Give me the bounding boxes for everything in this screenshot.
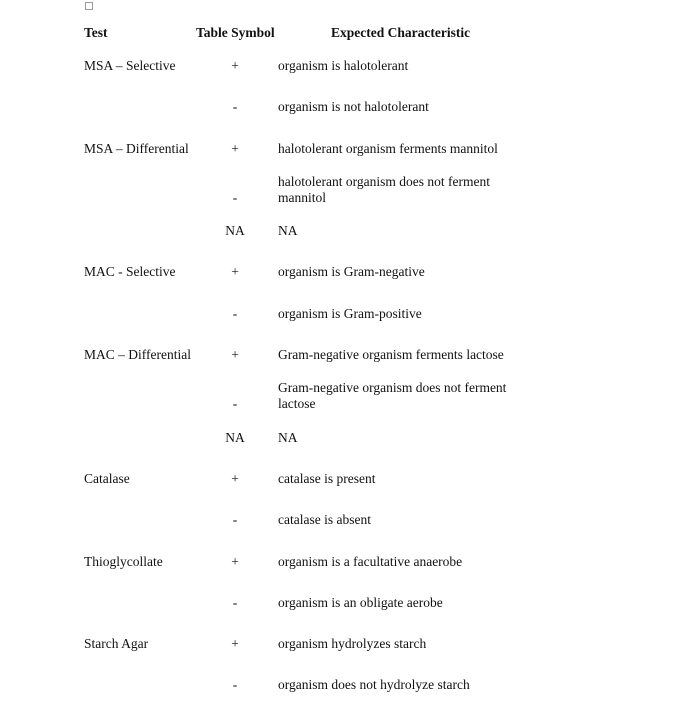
table-row xyxy=(0,471,690,512)
test-cell: Catalase xyxy=(84,470,130,486)
expected-cell: organism is Gram-positive xyxy=(278,305,422,321)
symbol-cell: + xyxy=(231,58,239,73)
symbol-cell: - xyxy=(232,99,238,115)
symbol-cell: - xyxy=(232,677,238,693)
table-row xyxy=(0,512,690,553)
symbol-cell: + xyxy=(231,140,239,156)
symbol-cell: - xyxy=(232,189,238,205)
symbol-cell: + xyxy=(231,264,239,280)
header-test: Test xyxy=(84,25,108,40)
expected-cell: organism is halotolerant xyxy=(278,58,409,73)
expected-cell: organism is a facultative anaerobe xyxy=(278,553,463,569)
table-row xyxy=(0,430,690,471)
header-expected-characteristic: Expected Characteristic xyxy=(331,25,471,40)
table-row xyxy=(0,380,690,429)
expected-cell: organism hydrolyzes starch xyxy=(278,636,427,652)
expected-cell: halotolerant organism does not ferment mannitol xyxy=(278,173,490,205)
test-cell: MAC - Selective xyxy=(84,264,176,280)
expected-cell: catalase is absent xyxy=(278,512,371,528)
expected-cell: catalase is present xyxy=(278,470,376,486)
expected-cell: organism is an obligate aerobe xyxy=(278,594,443,610)
table-row xyxy=(0,99,690,140)
symbol-cell: + xyxy=(231,636,239,652)
table-row xyxy=(0,636,690,677)
test-cell: MSA – Differential xyxy=(84,140,189,156)
table-row xyxy=(0,173,690,223)
symbol-cell: NA xyxy=(225,429,245,445)
test-cell: MAC – Differential xyxy=(84,347,191,363)
expected-cell: Gram-negative organism does not ferment lactose xyxy=(278,380,507,412)
symbol-cell: - xyxy=(232,305,238,321)
table-row xyxy=(0,223,690,264)
table-row xyxy=(0,58,690,99)
table-row xyxy=(0,554,690,595)
symbol-cell: - xyxy=(232,396,238,412)
table-row xyxy=(0,264,690,305)
expected-cell: NA xyxy=(278,429,298,445)
header-table-symbol: Table Symbol xyxy=(196,25,275,40)
symbol-cell: + xyxy=(231,470,239,486)
characteristics-table xyxy=(0,58,690,719)
test-cell: Thioglycollate xyxy=(84,553,163,569)
expected-cell: halotolerant organism ferments mannitol xyxy=(278,140,498,156)
expected-cell: organism is not halotolerant xyxy=(278,99,429,115)
test-cell: MSA – Selective xyxy=(84,58,176,73)
symbol-cell: - xyxy=(232,594,238,610)
checkbox-icon xyxy=(85,2,93,10)
expected-cell: NA xyxy=(278,223,298,239)
symbol-cell: + xyxy=(231,347,239,363)
table-row xyxy=(0,306,690,347)
expected-cell: organism does not hydrolyze starch xyxy=(278,677,470,693)
expected-cell: Gram-negative organism ferments lactose xyxy=(278,347,504,363)
test-cell: Starch Agar xyxy=(84,636,149,652)
table-row xyxy=(0,677,690,718)
expected-cell: organism is Gram-negative xyxy=(278,264,425,280)
table-row xyxy=(0,595,690,636)
symbol-cell: NA xyxy=(225,223,245,239)
symbol-cell: + xyxy=(231,553,239,569)
symbol-cell: - xyxy=(232,512,238,528)
